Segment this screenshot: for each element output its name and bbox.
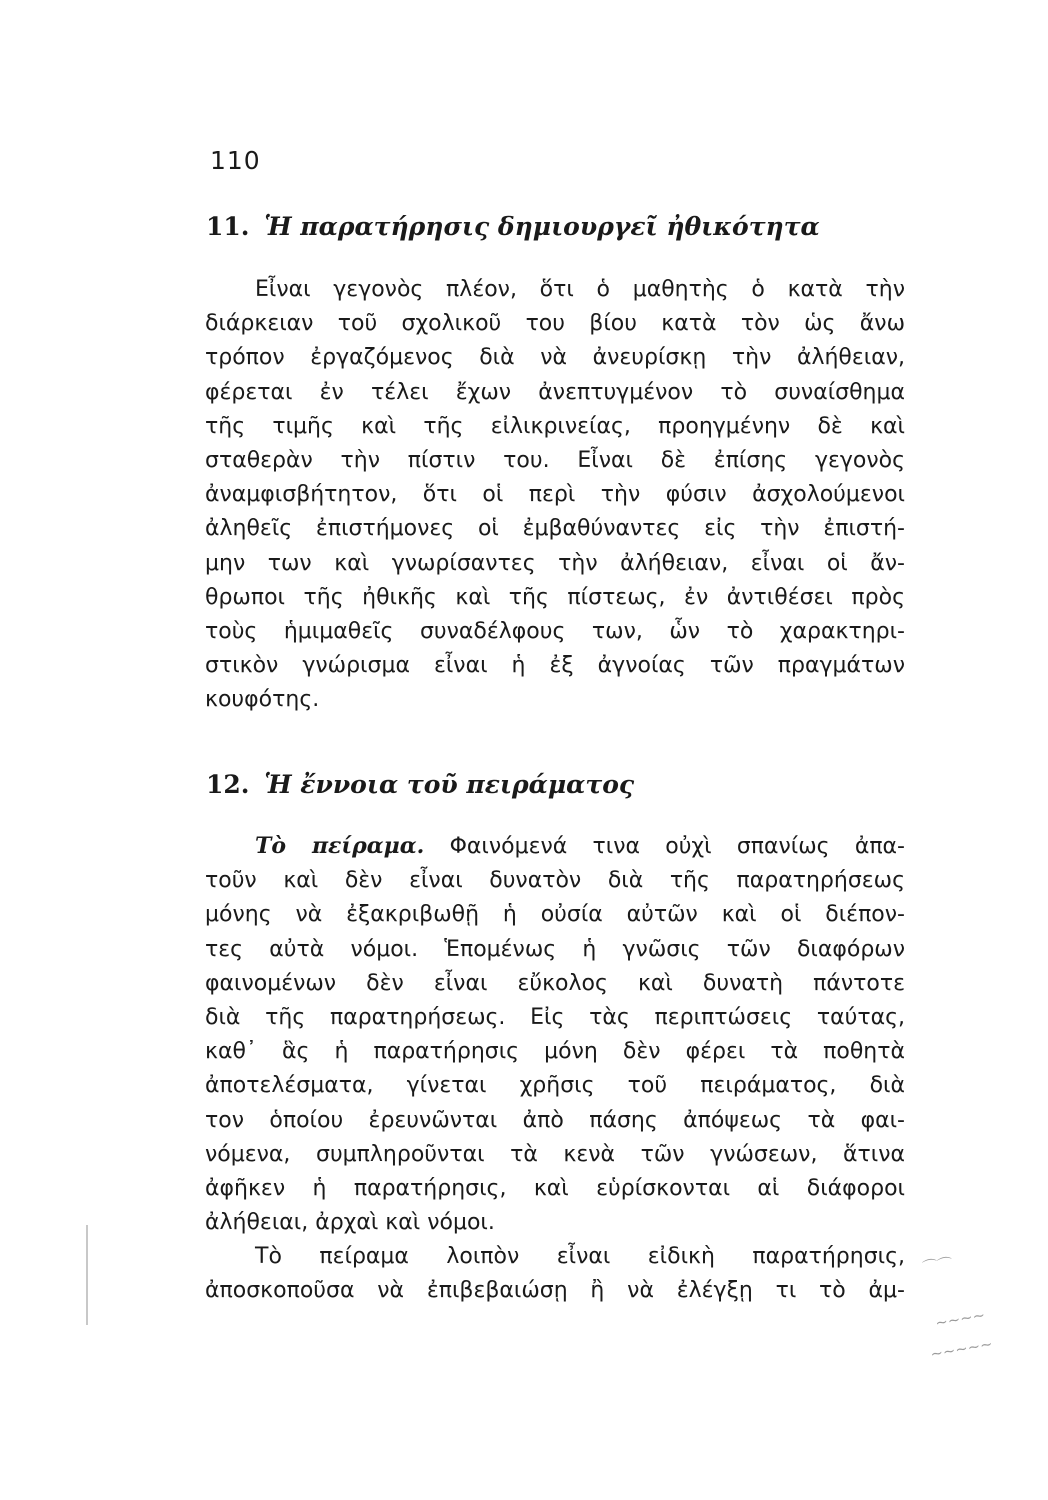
margin-mark (86, 1225, 88, 1325)
section-12-title: Ἡ ἔννοια τοῦ πειράματος (264, 770, 635, 799)
handwritten-margin-note: ~~~~~ (928, 1334, 994, 1364)
text-line: ἀναμφισβήτητον, ὅτι οἱ περὶ τὴν φύσιν ἀσχολούμενοι (205, 482, 905, 508)
section-11-number: 11. (206, 212, 250, 241)
text-line: φαινομένων δὲν εἶναι εὔκολος καὶ δυνατὴ πάντοτε (205, 970, 905, 996)
text-line: φέρεται ἐν τέλει ἔχων ἀνεπτυγμένον τὸ συναίσθημα (205, 379, 905, 405)
runin-heading: Τὸ πείραμα. (255, 833, 425, 859)
text-line: ἀποσκοποῦσα νὰ ἐπιβεβαιώσῃ ἢ νὰ ἐλέγξῃ τι τὸ ἀμ- (205, 1278, 905, 1304)
text-line: τες αὐτὰ νόμοι. Ἑπομένως ἡ γνῶσις τῶν διαφόρων (205, 936, 905, 962)
section-12-number: 12. (206, 770, 250, 799)
text-line (205, 829, 905, 864)
text-line: διὰ τῆς παρατηρήσεως. Εἰς τὰς περιπτώσεις ταύτας, (205, 1005, 905, 1031)
text-line: νόμενα, συμπληροῦνται τὰ κενὰ τῶν γνώσεων, ἅτινα (205, 1141, 905, 1167)
section-12-paragraph-1 (205, 829, 905, 1240)
text-line: τον ὁποίου ἐρευνῶνται ἀπὸ πάσης ἀπόψεως τὰ φαι- (205, 1107, 905, 1133)
text-line-rest: Φαινόμενά τινα οὐχὶ σπανίως ἀπα- (449, 834, 906, 859)
text-line: Εἶναι γεγονὸς πλέον, ὅτι ὁ μαθητὴς ὁ κατὰ τὴν (255, 277, 905, 302)
page-number: 110 (210, 146, 261, 175)
text-line: ἀλήθειαι, ἀρχαὶ καὶ νόμοι. (205, 1210, 495, 1236)
handwritten-margin-note: ~~~~ (933, 1305, 987, 1333)
text-line: κουφότης. (205, 687, 320, 713)
section-11-paragraph (205, 273, 905, 718)
text-line: θρωποι τῆς ἠθικῆς καὶ τῆς πίστεως, ἐν ἀντιθέσει πρὸς (205, 584, 905, 610)
section-11-heading (206, 212, 820, 241)
text-line: ἀληθεῖς ἐπιστήμονες οἱ ἐμβαθύναντες εἰς τὴν ἐπιστή- (205, 516, 905, 542)
text-line: ἀποτελέσματα, γίνεται χρῆσις τοῦ πειράματος, διὰ (205, 1073, 905, 1099)
text-line: σταθερὰν τὴν πίστιν του. Εἶναι δὲ ἐπίσης γεγονὸς (205, 448, 905, 474)
text-line: καθ᾿ ἃς ἡ παρατήρησις μόνη δὲν φέρει τὰ ποθητὰ (205, 1039, 905, 1065)
text-line: διάρκειαν τοῦ σχολικοῦ του βίου κατὰ τὸν ὡς ἄνω (205, 311, 905, 337)
text-line: τῆς τιμῆς καὶ τῆς εἰλικρινείας, προηγμένην δὲ καὶ (205, 413, 905, 439)
handwritten-margin-note: ⌒⌒ (918, 1254, 952, 1277)
text-line: στικὸν γνώρισμα εἶναι ἡ ἐξ ἀγνοίας τῶν πραγμάτων (205, 653, 905, 679)
section-11-title: Ἡ παρατήρησις δημιουργεῖ ἠθικότητα (264, 212, 820, 241)
text-line: Τὸ πείραμα λοιπὸν εἶναι εἰδικὴ παρατήρησις, (255, 1244, 905, 1269)
text-line: μόνης νὰ ἐξακριβωθῇ ἡ οὐσία αὐτῶν καὶ οἱ διέπον- (205, 902, 905, 928)
section-12-paragraph-2 (205, 1240, 905, 1308)
text-line: τοῦν καὶ δὲν εἶναι δυνατὸν διὰ τῆς παρατηρήσεως (205, 868, 905, 894)
text-line: μην των καὶ γνωρίσαντες τὴν ἀλήθειαν, εἶναι οἱ ἄν- (205, 550, 905, 576)
text-line: τρόπον ἐργαζόμενος διὰ νὰ ἀνευρίσκῃ τὴν ἀλήθειαν, (205, 345, 905, 371)
text-line: τοὺς ἡμιμαθεῖς συναδέλφους των, ὧν τὸ χαρακτηρι- (205, 619, 905, 645)
text-line: ἀφῆκεν ἡ παρατήρησις, καὶ εὑρίσκονται αἱ διάφοροι (205, 1176, 905, 1202)
section-12-heading (206, 770, 634, 799)
